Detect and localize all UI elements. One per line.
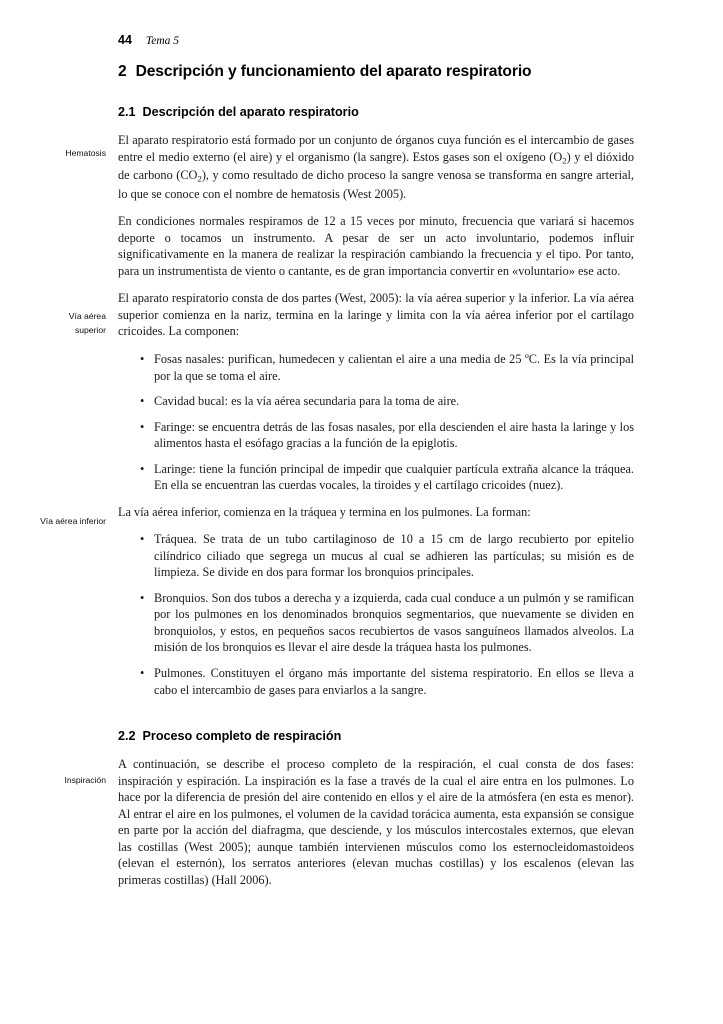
page-title xyxy=(118,62,634,81)
subsection-title-text: Descripción del aparato respiratorio xyxy=(142,105,359,120)
list-item: • Pulmones. Constituyen el órgano más importante del sistema respiratorio. En ellos se lleva a cabo el intercambio de gases para enviarlos a la sangre. xyxy=(140,665,634,698)
subscript-o2: 2 xyxy=(562,155,567,166)
paragraph-hematosis xyxy=(118,132,634,202)
page-number: 44 xyxy=(118,33,132,47)
list-item: • Faringe: se encuentra detrás de las fosas nasales, por ella descienden el aire hasta la laringe y los alimentos hasta el esófago gracias a la función de la epiglotis. xyxy=(140,419,634,452)
section-number: 2 xyxy=(118,63,127,80)
list-item: • Tráquea. Se trata de un tubo cartilaginoso de 10 a 15 cm de largo recubierto por epitelio cilíndrico ciliado que segrega un mucus al cual se adhieren las partículas; su misión es de limpieza. Se divide en dos para formar los bronquios principales. xyxy=(140,531,634,581)
margin-note-via-aerea-superior-line2: superior xyxy=(74,325,106,335)
margin-note-inspiracion: Inspiración xyxy=(64,775,106,785)
subsection-number: 2.1 xyxy=(118,105,136,120)
list-upper-airway xyxy=(118,351,634,494)
paragraph-via-aerea-inferior: La vía aérea inferior, comienza en la tráquea y termina en los pulmones. La forman: xyxy=(118,504,531,519)
margin-note-hematosis: Hematosis xyxy=(65,148,106,158)
section-title-text: Descripción y funcionamiento del aparato respiratorio xyxy=(135,63,532,80)
subsection-heading-2-1 xyxy=(118,105,634,119)
list-item: • Bronquios. Son dos tubos a derecha y a izquierda, cada cual conduce a un pulmón y se ramifican por los pulmones en los denominados bronquios segmentarios, que nuevamente se dividen en bronquiolos, y estos, en pequeños sacos recubiertos de vasos sanguíneos llamados alveolos. La misión de los bronquios es llevar el aire desde la tráquea hasta los pulmones. xyxy=(140,590,634,656)
list-item: • Laringe: tiene la función principal de impedir que cualquier partícula extraña alcance la tráquea. En ella se encuentran las cuerdas vocales, la tiroides y el cartílago cricoides (nuez). xyxy=(140,461,634,494)
paragraph-part-c: ), y como resultado de dicho proceso la sangre venosa se transforma en sangre arterial, lo que se conoce con el nombre de hematosis (West 2005). xyxy=(118,168,634,201)
subsection-number: 2.2 xyxy=(118,729,136,744)
list-item: • Fosas nasales: purifican, humedecen y calientan el aire a una media de 25 ºC. Es la vía principal por la que se toma el aire. xyxy=(140,351,634,384)
margin-note-via-aerea-inferior: Vía aérea inferior xyxy=(40,516,106,526)
list-lower-airway xyxy=(118,531,634,698)
page-content xyxy=(118,62,634,888)
subsection-heading-2-2 xyxy=(118,729,634,743)
paragraph-part-b: ) y el dióxido de carbono (CO xyxy=(118,150,634,183)
margin-note-via-aerea-superior-line1: Vía aérea xyxy=(68,311,106,321)
paragraph-frecuencia: En condiciones normales respiramos de 12 a 15 veces por minuto, frecuencia que variará si hacemos deporte o tocamos un instrumento. A pesar de ser un acto involuntario, podemos influir significativamente en la manera de realizar la respiración cambiando la frecuencia y el tipo. Por tanto, para un instrumentista de viento o cantante, es de gran importancia convertir en «voluntario» ese acto. xyxy=(118,214,634,278)
paragraph-inspiracion: A continuación, se describe el proceso completo de la respiración, el cual consta de dos fases: inspiración y espiración. La inspiración es la fase a través de la cual el aire entra en los pulmones. Lo hace por la diferencia de presión del aire contenido en ellos y el aire de la atmósfera (en esta es menor). Al entrar el aire en los pulmones, el volumen de la cavidad torácica aumenta, esta expansión se consigue en parte por la acción del diafragma, que desciende, y los músculos intercostales externos, que elevan las costillas (West 2005); aunque también intervienen músculos como los esternocleidomastoideos (elevan el esternón), los serratos anteriores (elevan muchas costillas) y los escalenos (elevan las primeras costillas) (Hall 2006). xyxy=(118,757,634,887)
paragraph-part-a: El aparato respiratorio está formado por un conjunto de órganos cuya función es el intercambio de gases entre el medio externo (el aire) y el organismo (la sangre). Estos gases son el oxígeno (O xyxy=(118,133,634,165)
paragraph-dos-partes: El aparato respiratorio consta de dos partes (West, 2005): la vía aérea superior y la inferior. La vía aérea superior comienza en la nariz, termina en la laringe y limita con la vía aérea inferior por el cartílago cricoides. La componen: xyxy=(118,291,634,339)
subscript-co2: 2 xyxy=(197,173,202,184)
running-title: Tema 5 xyxy=(145,35,180,47)
subsection-title-text: Proceso completo de respiración xyxy=(142,729,342,744)
page-header xyxy=(118,33,179,47)
list-item: • Cavidad bucal: es la vía aérea secundaria para la toma de aire. xyxy=(140,393,634,410)
